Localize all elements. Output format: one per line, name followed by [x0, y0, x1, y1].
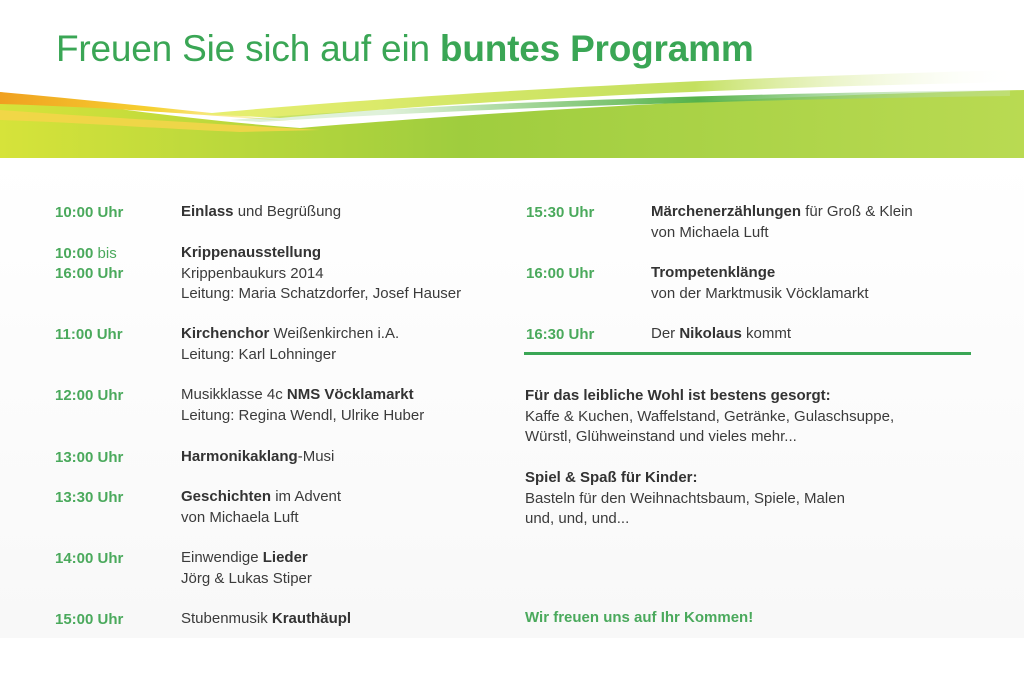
entry-highlight: Krauthäupl [271, 610, 352, 627]
schedule-entry [181, 324, 399, 365]
schedule-entry [181, 487, 341, 528]
entry-highlight: Nikolaus [679, 325, 742, 342]
entry-text: Stubenmusik [181, 610, 272, 627]
schedule-time: 16:00 Uhr [55, 265, 124, 282]
entry-highlight: Einlass [181, 203, 234, 220]
kids-info [525, 468, 845, 530]
time-start: 10:00 [55, 245, 94, 262]
entry-highlight: Kirchenchor [181, 325, 270, 342]
entry-highlight: Trompetenklänge [651, 264, 776, 281]
schedule-time: 16:30 Uhr [526, 326, 595, 343]
entry-text: von Michaela Luft [651, 223, 769, 241]
food-text: Würstl, Glühweinstand und vieles mehr... [525, 428, 797, 445]
entry-highlight: Lieder [262, 549, 308, 566]
entry-text: Der [651, 325, 680, 342]
entry-highlight: Harmonikaklang [181, 448, 298, 465]
section-divider [524, 352, 971, 355]
entry-text: Krippenbaukurs 2014 [181, 264, 324, 282]
entry-highlight: NMS Vöcklamarkt [286, 386, 414, 403]
entry-text: Einwendige [181, 549, 263, 566]
food-heading: Für das leibliche Wohl ist bestens gesorgt: [525, 387, 831, 404]
kids-text: und, und, und... [525, 510, 630, 527]
headline-emphasis: buntes Programm [439, 28, 754, 69]
decorative-swoosh-banner [0, 60, 1024, 158]
food-text: Kaffe & Kuchen, Waffelstand, Getränke, Gulaschsuppe, [525, 407, 895, 425]
schedule-time: 12:00 Uhr [55, 387, 124, 404]
schedule-entry [181, 385, 424, 426]
schedule-time [55, 244, 117, 264]
schedule-time: 15:30 Uhr [526, 204, 595, 221]
schedule-time: 10:00 Uhr [55, 204, 124, 221]
schedule-entry [181, 202, 341, 223]
schedule-time: 13:00 Uhr [55, 449, 124, 466]
schedule-entry [181, 548, 312, 589]
entry-text: Musikklasse 4c [181, 386, 287, 403]
schedule-entry [181, 609, 351, 630]
entry-text: -Musi [297, 448, 335, 465]
entry-text: und Begrüßung [233, 203, 342, 220]
schedule-entry [651, 324, 791, 345]
entry-text: von Michaela Luft [181, 508, 299, 526]
entry-highlight: Geschichten [181, 488, 272, 505]
kids-text: Basteln für den Weihnachtsbaum, Spiele, Malen [525, 489, 845, 507]
schedule-time: 15:00 Uhr [55, 611, 124, 628]
time-connector: bis [93, 245, 117, 262]
entry-text: Leitung: Karl Lohninger [181, 345, 337, 363]
schedule-entry [181, 243, 461, 305]
closing-message: Wir freuen uns auf Ihr Kommen! [525, 609, 754, 626]
schedule-time: 16:00 Uhr [526, 265, 595, 282]
entry-highlight: Krippenausstellung [181, 244, 322, 261]
schedule-time: 14:00 Uhr [55, 550, 124, 567]
entry-text: Jörg & Lukas Stiper [181, 569, 312, 587]
entry-text: kommt [741, 325, 792, 342]
entry-text: von der Marktmusik Vöcklamarkt [651, 284, 869, 302]
entry-text: Leitung: Maria Schatzdorfer, Josef Hauser [181, 285, 462, 302]
entry-text: Leitung: Regina Wendl, Ulrike Huber [181, 406, 425, 424]
headline-part1: Freuen Sie sich auf ein [56, 28, 440, 69]
schedule-entry [651, 263, 869, 304]
entry-text: für Groß & Klein [801, 203, 913, 220]
entry-text: im Advent [271, 488, 342, 505]
schedule-entry [651, 202, 913, 243]
food-info [525, 386, 894, 448]
schedule-time: 11:00 Uhr [55, 326, 123, 343]
schedule-time: 13:30 Uhr [55, 489, 124, 506]
entry-highlight: Märchenerzählungen [651, 203, 802, 220]
kids-heading: Spiel & Spaß für Kinder: [525, 469, 698, 486]
entry-text: Weißenkirchen i.A. [269, 325, 400, 342]
schedule-entry [181, 447, 334, 468]
